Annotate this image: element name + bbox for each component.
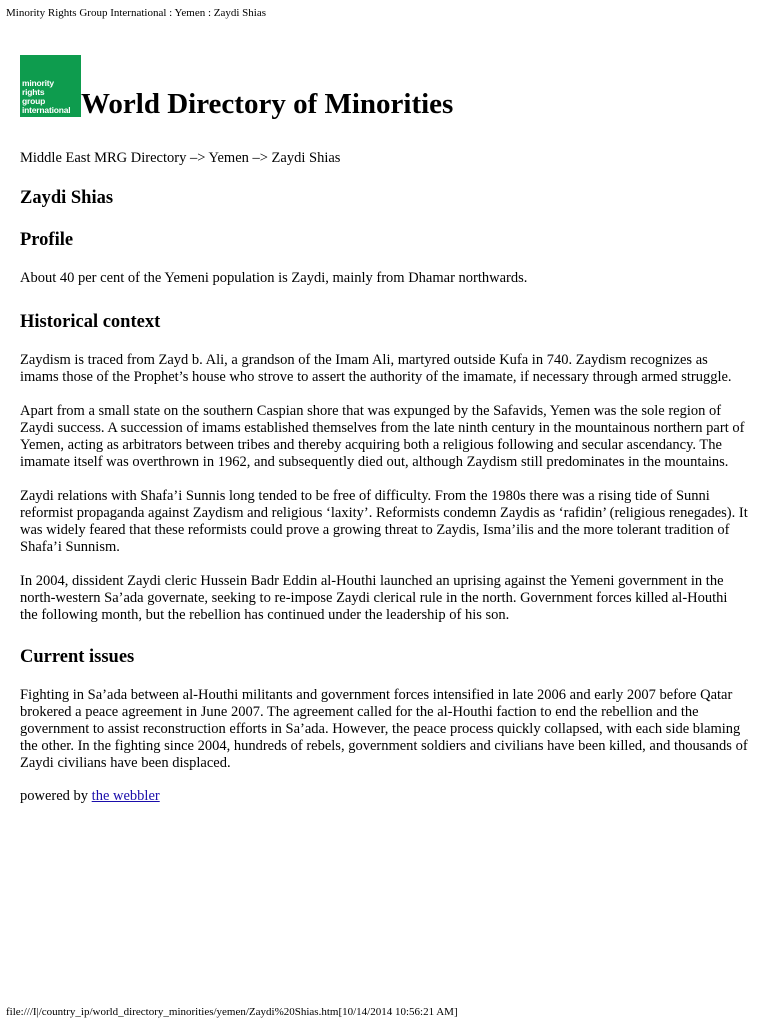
webbler-link[interactable]: the webbler	[91, 788, 160, 804]
current-issues-heading: Current issues	[20, 647, 135, 667]
profile-text: About 40 per cent of the Yemeni population is Zaydi, mainly from Dhamar northwards.	[20, 270, 528, 286]
historical-context-heading: Historical context	[20, 312, 161, 332]
site-header	[20, 54, 748, 120]
breadcrumb: Middle East MRG Directory –> Yemen –> Zaydi Shias	[20, 150, 341, 166]
logo-line: group	[22, 96, 46, 106]
print-footer: file:///I|/country_ip/world_directory_minorities/yemen/Zaydi%20Shias.htm[10/14/2014 10:56:21 AM]	[6, 1006, 458, 1018]
page-title: Zaydi Shias	[20, 188, 114, 208]
print-header: Minority Rights Group International : Yemen : Zaydi Shias	[6, 7, 267, 19]
historical-paragraph: Apart from a small state on the southern Caspian shore that was expunged by the Safavids, Yemen was the sole region of Zaydi success. A succession of imams established themselves from the late ninth century in the mountainous northern part of Yemen, acting as arbitrators between tribes and thereby acquiring both a religious following and secular ascendancy. The imamate itself was overthrown in 1962, and subsequently died out, although Zaydism still predominates in the mountains.	[20, 403, 745, 470]
current-issues-text: Fighting in Sa’ada between al-Houthi militants and government forces intensified in late 2006 and early 2007 before Qatar brokered a peace agreement in June 2007. The agreement called for the al-Houthi faction to end the rebellion and the government to assist reconstruction efforts in Sa’ada. However, the peace process quickly collapsed, with each side blaming the other. In the fighting since 2004, hundreds of rebels, government soldiers and civilians have been killed, and thousands of Zaydi civilians have been displaced.	[20, 687, 748, 771]
profile-heading: Profile	[20, 230, 74, 250]
powered-by-label: powered by	[20, 788, 92, 804]
powered-by	[20, 788, 748, 805]
page-content	[20, 54, 748, 805]
historical-paragraph: Zaydism is traced from Zayd b. Ali, a grandson of the Imam Ali, martyred outside Kufa in 740. Zaydism recognizes as imams those of the Prophet’s house who strove to assert the authority of the imamate, if necessary through armed struggle.	[20, 352, 732, 385]
historical-paragraph: Zaydi relations with Shafa’i Sunnis long tended to be free of difficulty. From the 1980s there was a rising tide of Sunni reformist propaganda against Zaydism and religious ‘laxity’. Reformists condemn Zaydis as ‘rafidin’ (religious renegades). It was widely feared that these reformists could prove a growing threat to Zaydis, Isma’ilis and the more tolerant tradition of Shafa’i Sunnism.	[20, 488, 748, 555]
site-title: World Directory of Minorities	[81, 88, 454, 120]
logo-line: international	[22, 105, 71, 115]
historical-paragraph: In 2004, dissident Zaydi cleric Hussein Badr Eddin al-Houthi launched an uprising against the Yemeni government in the north-western Sa’ada governate, seeking to re-impose Zaydi clerical rule in the north. Government forces killed al-Houthi the following month, but the rebellion has continued under the leadership of his son.	[20, 573, 728, 623]
logo-line: minority	[22, 78, 54, 88]
logo-line: rights	[22, 87, 45, 97]
mrg-logo[interactable]	[20, 55, 81, 117]
